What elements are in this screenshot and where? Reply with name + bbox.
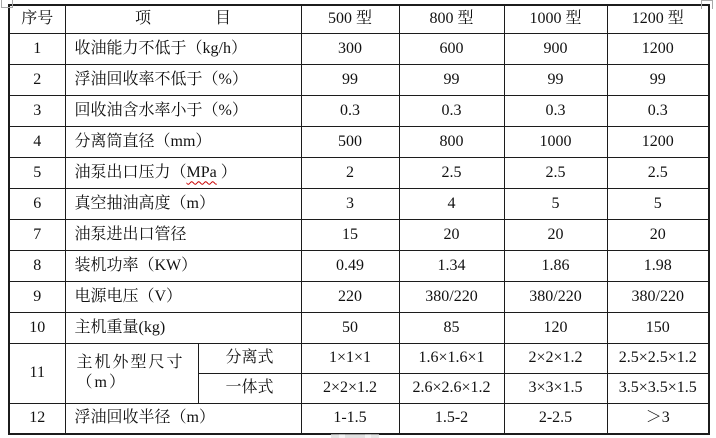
- row-label-cell: 主机外型尺寸（m）: [65, 343, 198, 403]
- value-cell: 380/220: [504, 281, 607, 312]
- value-cell: 99: [607, 64, 709, 95]
- row-label-cell: 分离筒直径（mm）: [65, 126, 301, 157]
- table-row: [9, 33, 709, 64]
- value-cell: 3: [301, 188, 399, 219]
- table-body: [9, 33, 709, 434]
- value-cell: 5: [504, 188, 607, 219]
- header-col-model-1000: 1000 型: [504, 5, 607, 33]
- crop-handle-top-left-icon: [1, 0, 13, 8]
- value-cell: 99: [301, 64, 399, 95]
- table-row: [9, 343, 709, 373]
- table-row: [9, 95, 709, 126]
- row-number-cell: 4: [9, 126, 65, 157]
- value-cell: 1.34: [399, 250, 504, 281]
- value-cell: 2-2.5: [504, 403, 607, 434]
- header-col-item: 项 目: [65, 5, 301, 33]
- value-cell: 20: [607, 219, 709, 250]
- row-label-cell: 收油能力不低于（kg/h）: [65, 33, 301, 64]
- header-row: [9, 5, 709, 33]
- spellcheck-flagged-word: MPa: [186, 163, 217, 181]
- value-cell: 1.6×1.6×1: [399, 343, 504, 373]
- value-cell: 1.5-2: [399, 403, 504, 434]
- value-cell: 99: [504, 64, 607, 95]
- document-sheet: [8, 4, 710, 435]
- value-cell: 380/220: [399, 281, 504, 312]
- row-number-cell: 12: [9, 403, 65, 434]
- value-cell: 0.3: [504, 95, 607, 126]
- value-cell: ＞3: [607, 403, 709, 434]
- value-cell: 120: [504, 312, 607, 343]
- value-cell: 2.5: [504, 157, 607, 188]
- row-label-cell: 装机功率（KW）: [65, 250, 301, 281]
- table-row: [9, 157, 709, 188]
- value-cell: 900: [504, 33, 607, 64]
- value-cell: 2×2×1.2: [301, 373, 399, 403]
- value-cell: 600: [399, 33, 504, 64]
- row-number-cell: 3: [9, 95, 65, 126]
- header-col-model-800: 800 型: [399, 5, 504, 33]
- table-row: [9, 126, 709, 157]
- value-cell: 4: [399, 188, 504, 219]
- value-cell: 300: [301, 33, 399, 64]
- row-label-cell: [65, 157, 301, 188]
- row-number-cell: 2: [9, 64, 65, 95]
- value-cell: 500: [301, 126, 399, 157]
- value-cell: 3.5×3.5×1.5: [607, 373, 709, 403]
- table-row: [9, 188, 709, 219]
- row-number-cell: 7: [9, 219, 65, 250]
- value-cell: 20: [504, 219, 607, 250]
- row-label-cell: 真空抽油高度（m）: [65, 188, 301, 219]
- value-cell: 3×3×1.5: [504, 373, 607, 403]
- header-col-model-1200: 1200 型: [607, 5, 709, 33]
- value-cell: 0.3: [607, 95, 709, 126]
- value-cell: 0.49: [301, 250, 399, 281]
- value-cell: 800: [399, 126, 504, 157]
- table-row: [9, 403, 709, 434]
- value-cell: 150: [607, 312, 709, 343]
- label-text: ）: [216, 163, 237, 181]
- row-number-cell: 1: [9, 33, 65, 64]
- row-number-cell: 11: [9, 343, 65, 403]
- value-cell: 2.6×2.6×1.2: [399, 373, 504, 403]
- row-number-cell: 6: [9, 188, 65, 219]
- header-col-serial: 序号: [9, 5, 65, 33]
- value-cell: 1.98: [607, 250, 709, 281]
- cropped-caption-fragment: [331, 434, 379, 438]
- value-cell: 1000: [504, 126, 607, 157]
- row-label-cell: 回收油含水率小于（%）: [65, 95, 301, 126]
- row-number-cell: 5: [9, 157, 65, 188]
- row-number-cell: 8: [9, 250, 65, 281]
- table-row: [9, 64, 709, 95]
- value-cell: 85: [399, 312, 504, 343]
- value-cell: 1-1.5: [301, 403, 399, 434]
- value-cell: 1×1×1: [301, 343, 399, 373]
- value-cell: 20: [399, 219, 504, 250]
- table-row: [9, 219, 709, 250]
- value-cell: 1200: [607, 126, 709, 157]
- value-cell: 220: [301, 281, 399, 312]
- value-cell: 2: [301, 157, 399, 188]
- value-cell: 380/220: [607, 281, 709, 312]
- value-cell: 2.5: [607, 157, 709, 188]
- value-cell: 2.5: [399, 157, 504, 188]
- sub-row-label-cell: 分离式: [198, 343, 301, 373]
- value-cell: 50: [301, 312, 399, 343]
- row-number-cell: 10: [9, 312, 65, 343]
- value-cell: 2×2×1.2: [504, 343, 607, 373]
- value-cell: 5: [607, 188, 709, 219]
- value-cell: 99: [399, 64, 504, 95]
- row-label-cell: 浮油回收率不低于（%）: [65, 64, 301, 95]
- value-cell: 15: [301, 219, 399, 250]
- value-cell: 1200: [607, 33, 709, 64]
- crop-handle-top-right-icon: [701, 0, 713, 9]
- value-cell: 2.5×2.5×1.2: [607, 343, 709, 373]
- value-cell: 0.3: [301, 95, 399, 126]
- row-label-cell: 电源电压（V）: [65, 281, 301, 312]
- row-label-cell: 主机重量(kg): [65, 312, 301, 343]
- label-text: 油泵出口压力（: [74, 163, 187, 181]
- header-col-model-500: 500 型: [301, 5, 399, 33]
- table-row: [9, 312, 709, 343]
- row-label-cell: 浮油回收半径（m）: [65, 403, 301, 434]
- value-cell: 1.86: [504, 250, 607, 281]
- sub-row-label-cell: 一体式: [198, 373, 301, 403]
- row-label-cell: 油泵进出口管径: [65, 219, 301, 250]
- spec-table: [8, 4, 710, 435]
- table-row: [9, 250, 709, 281]
- table-row: [9, 281, 709, 312]
- row-number-cell: 9: [9, 281, 65, 312]
- value-cell: 0.3: [399, 95, 504, 126]
